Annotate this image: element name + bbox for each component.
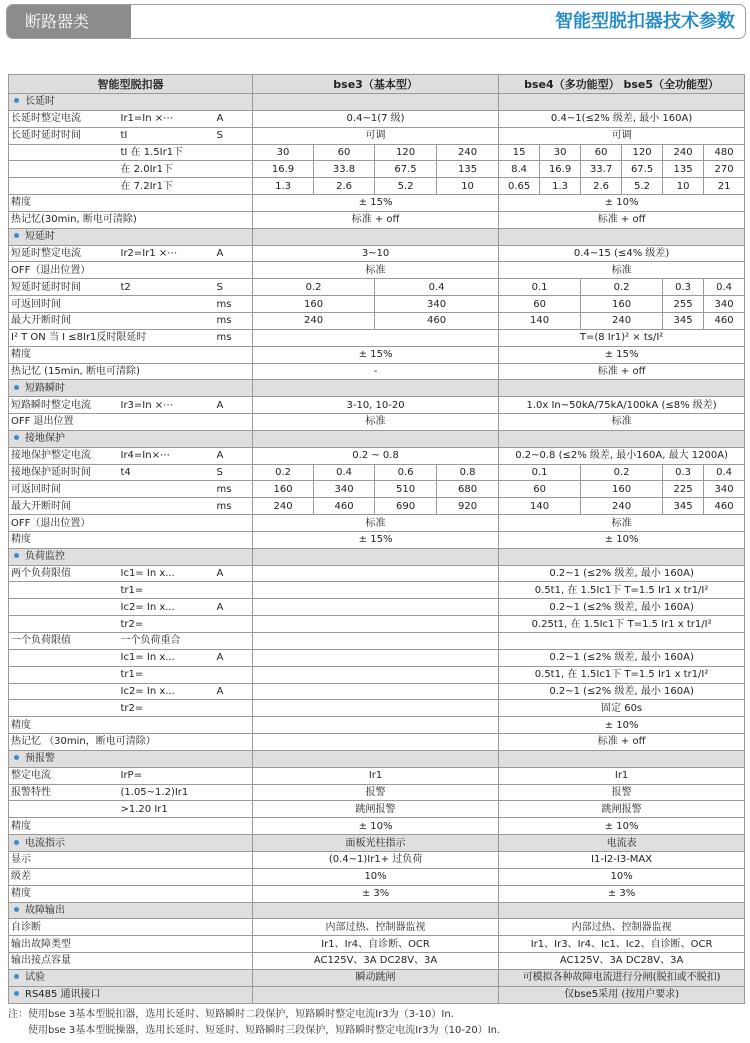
value-cell: 8.4 (499, 161, 540, 178)
bse3-value: 报警 (253, 784, 499, 801)
value-cell: 0.1 (499, 279, 581, 296)
section-title: 短延时 (25, 231, 55, 243)
bse45-value: 固定 60s (499, 700, 745, 717)
bse45-value: 10% (499, 868, 745, 885)
value-cell: 460 (704, 312, 745, 329)
table-row (9, 599, 745, 616)
param-unit: A (215, 397, 253, 414)
value-cell: 10 (437, 178, 499, 195)
bse45-value: ± 3% (499, 885, 745, 902)
bullet-icon (14, 385, 19, 390)
table-row (9, 414, 745, 431)
param-symbol: 一个负荷重合 (119, 633, 215, 650)
bse45-value: Ir1、Ir3、Ir4、Ic1、Ic2、自诊断、OCR (499, 936, 745, 953)
param-label: 精度 (9, 717, 253, 734)
value-cell: 255 (663, 296, 704, 313)
table-row (9, 868, 745, 885)
value-cell: 5.2 (622, 178, 663, 195)
value-cell: 920 (437, 498, 499, 515)
section-row (9, 228, 745, 245)
table-row (9, 397, 745, 414)
param-symbol: IrP= (119, 767, 253, 784)
param-label: 两个负荷限值 (9, 565, 119, 582)
param-symbol: tr1= (119, 582, 215, 599)
table-row (9, 565, 745, 582)
bse3-value: ± 15% (253, 195, 499, 212)
bse45-value: 可模拟各种故障电流进行分闸(脱扣或不脱扣) (499, 969, 745, 986)
value-cell: 0.3 (663, 279, 704, 296)
footnote: 注：使用bse 3基本型脱扣器，选用长延时、短路瞬时二段保护，短路瞬时整定电流Ir3为（3-10）In. (8, 1009, 454, 1020)
value-cell: 60 (499, 296, 581, 313)
bse45-value: 0.4~15 (≤4% 级差) (499, 245, 745, 262)
table-row (9, 818, 745, 835)
table-row (9, 178, 745, 195)
value-cell: 240 (253, 312, 375, 329)
param-label: 一个负荷限值 (9, 633, 119, 650)
value-cell: 345 (663, 498, 704, 515)
table-row (9, 851, 745, 868)
param-label: 热记忆 （30min，断电可清除） (9, 734, 253, 751)
param-symbol: tI 在 1.5Ir1下 (119, 144, 253, 161)
param-symbol: Ir3=In ×⋯ (119, 397, 215, 414)
table-row (9, 683, 745, 700)
table-row (9, 363, 745, 380)
bse45-value: T=(8 Ir1)² × ts/I² (499, 329, 745, 346)
table-row (9, 312, 745, 329)
value-cell: 0.2 (253, 464, 314, 481)
value-cell: 680 (437, 481, 499, 498)
value-cell: 160 (581, 296, 663, 313)
param-label: 整定电流 (9, 767, 119, 784)
value-cell: 460 (375, 312, 499, 329)
value-cell: 240 (581, 498, 663, 515)
section-title: 负荷监控 (25, 551, 65, 563)
bullet-icon (14, 233, 19, 238)
bse45-value: 仅bse5采用 (按用户要求) (499, 986, 745, 1003)
section-title: 故障输出 (25, 904, 65, 916)
bse45-value: 0.2~1 (≤2% 级差, 最小 160A) (499, 599, 745, 616)
value-cell: 10 (663, 178, 704, 195)
bse3-value: 内部过热、控制器监视 (253, 919, 499, 936)
param-label: OFF 退出位置 (9, 414, 253, 431)
param-label: 接地保护延时时间 (9, 464, 119, 481)
bse45-value: 标准 + off (499, 211, 745, 228)
value-cell: 510 (375, 481, 437, 498)
bse45-value: 标准 (499, 515, 745, 532)
table-row (9, 616, 745, 633)
value-cell: 240 (663, 144, 704, 161)
value-cell: 30 (253, 144, 314, 161)
table-row (9, 885, 745, 902)
section-row (9, 835, 745, 852)
table-row (9, 481, 745, 498)
value-cell: 2.6 (314, 178, 375, 195)
section-row (9, 969, 745, 986)
bse3-value: - (253, 363, 499, 380)
bse45-value: ± 10% (499, 717, 745, 734)
param-unit: A (215, 447, 253, 464)
param-label: 精度 (9, 531, 253, 548)
bullet-icon (14, 974, 19, 979)
section-title: 预报警 (25, 753, 55, 765)
param-label: 精度 (9, 885, 253, 902)
bullet-icon (14, 755, 19, 760)
bse45-value: AC125V、3A DC28V、3A (499, 953, 745, 970)
param-unit: A (215, 599, 253, 616)
bse45-value: 标准 (499, 414, 745, 431)
value-cell: 140 (499, 498, 581, 515)
value-cell: 21 (704, 178, 745, 195)
value-cell: 0.4 (704, 464, 745, 481)
bse3-value (253, 329, 499, 346)
table-row (9, 279, 745, 296)
bse3-value: 0.2 ~ 0.8 (253, 447, 499, 464)
value-cell: 690 (375, 498, 437, 515)
bse3-value: 标准 (253, 515, 499, 532)
table-row (9, 801, 745, 818)
bullet-icon (14, 991, 19, 996)
value-cell: 240 (581, 312, 663, 329)
param-symbol: Ic2= In x... (119, 683, 215, 700)
value-cell: 140 (499, 312, 581, 329)
value-cell: 0.8 (437, 464, 499, 481)
bullet-icon (14, 553, 19, 558)
bse3-value: 3~10 (253, 245, 499, 262)
bse45-value: 标准 (499, 262, 745, 279)
value-cell: 0.2 (581, 464, 663, 481)
table-row (9, 127, 745, 144)
value-cell: 16.9 (540, 161, 581, 178)
table-header-row (9, 75, 745, 94)
value-cell: 120 (375, 144, 437, 161)
table-row (9, 649, 745, 666)
bse45-value: 0.5t1, 在 1.5Ic1下 T=1.5 Ir1 x tr1/I² (499, 666, 745, 683)
param-label: 长延时整定电流 (9, 110, 119, 127)
table-row (9, 329, 745, 346)
param-label: OFF（退出位置） (9, 262, 253, 279)
param-label: 短延时延时时间 (9, 279, 119, 296)
table-row (9, 717, 745, 734)
bse3-value: 0.4~1(7 级) (253, 110, 499, 127)
table-row (9, 346, 745, 363)
section-row (9, 430, 745, 447)
param-label: 显示 (9, 851, 253, 868)
bse45-value: 0.2~1 (≤2% 级差, 最小 160A) (499, 565, 745, 582)
value-cell: 1.3 (540, 178, 581, 195)
value-cell: 60 (499, 481, 581, 498)
bse45-value: 标准 + off (499, 363, 745, 380)
table-row (9, 245, 745, 262)
bse45-value: I1-I2-I3-MAX (499, 851, 745, 868)
value-cell: 0.4 (375, 279, 499, 296)
bse3-value: Ir1 (253, 767, 499, 784)
value-cell: 60 (581, 144, 622, 161)
table-row (9, 531, 745, 548)
value-cell: 160 (253, 296, 375, 313)
bse45-value: 电流表 (499, 835, 745, 852)
bse45-value: 可调 (499, 127, 745, 144)
table-row (9, 666, 745, 683)
page-title: 智能型脱扣器技术参数 (555, 11, 735, 32)
value-cell: 16.9 (253, 161, 314, 178)
param-unit: ms (215, 498, 253, 515)
table-row (9, 110, 745, 127)
section-title: RS485 通讯接口 (25, 989, 101, 1001)
param-label: 热记忆(30min, 断电可清除) (9, 211, 253, 228)
bse3-value: 标准 + off (253, 211, 499, 228)
param-unit: ms (215, 329, 253, 346)
bse45-value: Ir1 (499, 767, 745, 784)
param-symbol: t4 (119, 464, 215, 481)
bse45-value: 0.4~1(≤2% 级差, 最小 160A) (499, 110, 745, 127)
bse3-value: AC125V、3A DC28V、3A (253, 953, 499, 970)
table-row (9, 144, 745, 161)
value-cell: 480 (704, 144, 745, 161)
param-symbol: Ir4=In×⋯ (119, 447, 215, 464)
bullet-icon (14, 435, 19, 440)
param-symbol: Ic2= In x... (119, 599, 215, 616)
param-label: 精度 (9, 346, 253, 363)
section-row (9, 548, 745, 565)
section-row (9, 380, 745, 397)
value-cell: 15 (499, 144, 540, 161)
param-symbol: Ir2=Ir1 ×⋯ (119, 245, 215, 262)
param-symbol: t2 (119, 279, 215, 296)
value-cell: 460 (704, 498, 745, 515)
bse3-value: 标准 (253, 414, 499, 431)
param-label: 输出故障类型 (9, 936, 253, 953)
param-label: 短路瞬时整定电流 (9, 397, 119, 414)
param-label: 报警特性 (9, 784, 119, 801)
section-title: 电流指示 (25, 837, 65, 849)
footnotes (8, 1007, 500, 1039)
value-cell: 67.5 (622, 161, 663, 178)
param-label: 输出接点容量 (9, 953, 253, 970)
value-cell: 33.7 (581, 161, 622, 178)
param-unit: S (215, 127, 253, 144)
param-label: 可返回时间 (9, 296, 119, 313)
table-row (9, 734, 745, 751)
value-cell: 30 (540, 144, 581, 161)
table-row (9, 953, 745, 970)
value-cell: 225 (663, 481, 704, 498)
value-cell: 0.6 (375, 464, 437, 481)
param-symbol: tI (119, 127, 215, 144)
value-cell: 460 (314, 498, 375, 515)
bse45-value: ± 10% (499, 531, 745, 548)
param-unit: S (215, 464, 253, 481)
value-cell: 270 (704, 161, 745, 178)
param-unit: ms (215, 296, 253, 313)
value-cell: 340 (375, 296, 499, 313)
param-label: 长延时延时时间 (9, 127, 119, 144)
section-title: 长延时 (25, 96, 55, 108)
value-cell: 120 (622, 144, 663, 161)
value-cell: 2.6 (581, 178, 622, 195)
bse3-value: (0.4~1)Ir1+ 过负荷 (253, 851, 499, 868)
value-cell: 0.65 (499, 178, 540, 195)
bullet-icon (14, 907, 19, 912)
param-label: 自诊断 (9, 919, 253, 936)
bse45-value: 0.2~1 (≤2% 级差, 最小 160A) (499, 649, 745, 666)
section-row (9, 94, 745, 111)
param-unit: A (215, 565, 253, 582)
param-unit: ms (215, 312, 253, 329)
table-row (9, 784, 745, 801)
bse3-value: 3-10, 10-20 (253, 397, 499, 414)
param-symbol: Ic1= In x... (119, 565, 215, 582)
bse45-value: 报警 (499, 784, 745, 801)
table-row (9, 582, 745, 599)
bse45-value: 跳闸报警 (499, 801, 745, 818)
value-cell: 135 (437, 161, 499, 178)
spec-table (8, 74, 745, 1004)
header-cell: bse3（基本型） (253, 75, 499, 94)
bse3-value: ± 3% (253, 885, 499, 902)
bse3-value: 瞬动跳闸 (253, 969, 499, 986)
section-title: 试验 (25, 972, 45, 984)
value-cell: 340 (314, 481, 375, 498)
param-unit: S (215, 279, 253, 296)
bullet-icon (14, 98, 19, 103)
value-cell: 0.4 (314, 464, 375, 481)
param-label: 可返回时间 (9, 481, 119, 498)
bse45-value: 0.2~0.8 (≤2% 级差, 最小160A, 最大 1200A) (499, 447, 745, 464)
table-row (9, 498, 745, 515)
table-row (9, 633, 745, 650)
table-row (9, 296, 745, 313)
param-symbol: tr2= (119, 616, 215, 633)
table-row (9, 936, 745, 953)
page-header (6, 4, 746, 39)
header-cell: 智能型脱扣器 (9, 75, 253, 94)
param-symbol: tr2= (119, 700, 215, 717)
param-label: 最大开断时间 (9, 498, 119, 515)
value-cell: 160 (581, 481, 663, 498)
param-label: 接地保护整定电流 (9, 447, 119, 464)
param-symbol: 在 2.0Ir1下 (119, 161, 253, 178)
value-cell: 0.3 (663, 464, 704, 481)
param-symbol: >1.20 Ir1 (119, 801, 253, 818)
bse45-value: ± 10% (499, 818, 745, 835)
param-label: I² T ON 当 I ≤8Ir1反时限延时 (9, 329, 215, 346)
table-row (9, 447, 745, 464)
param-label: 短延时整定电流 (9, 245, 119, 262)
param-unit: A (215, 245, 253, 262)
bse45-value: 0.2~1 (≤2% 级差, 最小 160A) (499, 683, 745, 700)
table-row (9, 700, 745, 717)
param-symbol: 在 7.2Ir1下 (119, 178, 253, 195)
bse3-value: Ir1、Ir4、自诊断、OCR (253, 936, 499, 953)
table-row (9, 195, 745, 212)
param-label: 最大开断时间 (9, 312, 119, 329)
param-label: 级差 (9, 868, 253, 885)
value-cell: 340 (704, 481, 745, 498)
section-row (9, 902, 745, 919)
table-row (9, 464, 745, 481)
bse45-value: ± 10% (499, 195, 745, 212)
param-unit: A (215, 683, 253, 700)
value-cell: 1.3 (253, 178, 314, 195)
bse3-value: ± 15% (253, 531, 499, 548)
bse45-value: ± 15% (499, 346, 745, 363)
bullet-icon (14, 840, 19, 845)
section-row (9, 986, 745, 1003)
param-label: 精度 (9, 818, 253, 835)
value-cell: 0.1 (499, 464, 581, 481)
value-cell: 340 (704, 296, 745, 313)
table-row (9, 161, 745, 178)
value-cell: 240 (437, 144, 499, 161)
value-cell: 160 (253, 481, 314, 498)
value-cell: 240 (253, 498, 314, 515)
param-unit: ms (215, 481, 253, 498)
section-row (9, 750, 745, 767)
bse3-value: 面板光柱指示 (253, 835, 499, 852)
bse45-value: 0.25t1, 在 1.5Ic1下 T=1.5 Ir1 x tr1/I² (499, 616, 745, 633)
bse3-value (253, 986, 499, 1003)
param-symbol: Ic1= In x... (119, 649, 215, 666)
param-symbol: Ir1=In ×⋯ (119, 110, 215, 127)
param-unit: A (215, 649, 253, 666)
param-symbol: tr1= (119, 666, 215, 683)
value-cell: 67.5 (375, 161, 437, 178)
table-row (9, 262, 745, 279)
param-label: 精度 (9, 195, 253, 212)
bse45-value: 内部过热、控制器监视 (499, 919, 745, 936)
header-cell: bse4（多功能型） bse5（全功能型） (499, 75, 745, 94)
bse45-value: 标准 + off (499, 734, 745, 751)
section-title: 短路瞬时 (25, 382, 65, 394)
value-cell: 60 (314, 144, 375, 161)
param-unit: A (215, 110, 253, 127)
bse45-value: 1.0x In~50kA/75kA/100kA (≤8% 级差) (499, 397, 745, 414)
table-row (9, 767, 745, 784)
value-cell: 345 (663, 312, 704, 329)
param-label: 热记忆 (15min, 断电可清除) (9, 363, 253, 380)
value-cell: 135 (663, 161, 704, 178)
bse3-value: ± 10% (253, 818, 499, 835)
bse45-value: 0.5t1, 在 1.5Ic1下 T=1.5 Ir1 x tr1/I² (499, 582, 745, 599)
table-row (9, 515, 745, 532)
value-cell: 0.2 (253, 279, 375, 296)
bse3-value: 跳闸报警 (253, 801, 499, 818)
value-cell: 33.8 (314, 161, 375, 178)
footnote: 使用bse 3基本型脱操器，选用长延时、短延时、短路瞬时三段保护，短路瞬时整定电流Ir3为（10-20）In. (28, 1025, 501, 1036)
table-row (9, 211, 745, 228)
bse3-value: 10% (253, 868, 499, 885)
param-symbol: (1.05~1.2)Ir1 (119, 784, 253, 801)
bse3-value: 标准 (253, 262, 499, 279)
value-cell: 5.2 (375, 178, 437, 195)
value-cell: 0.4 (704, 279, 745, 296)
category-tab: 断路器类 (7, 5, 131, 38)
param-label: OFF（退出位置） (9, 515, 253, 532)
bse3-value: 可调 (253, 127, 499, 144)
bse3-value: ± 15% (253, 346, 499, 363)
section-title: 接地保护 (25, 433, 65, 445)
table-row (9, 919, 745, 936)
value-cell: 0.2 (581, 279, 663, 296)
